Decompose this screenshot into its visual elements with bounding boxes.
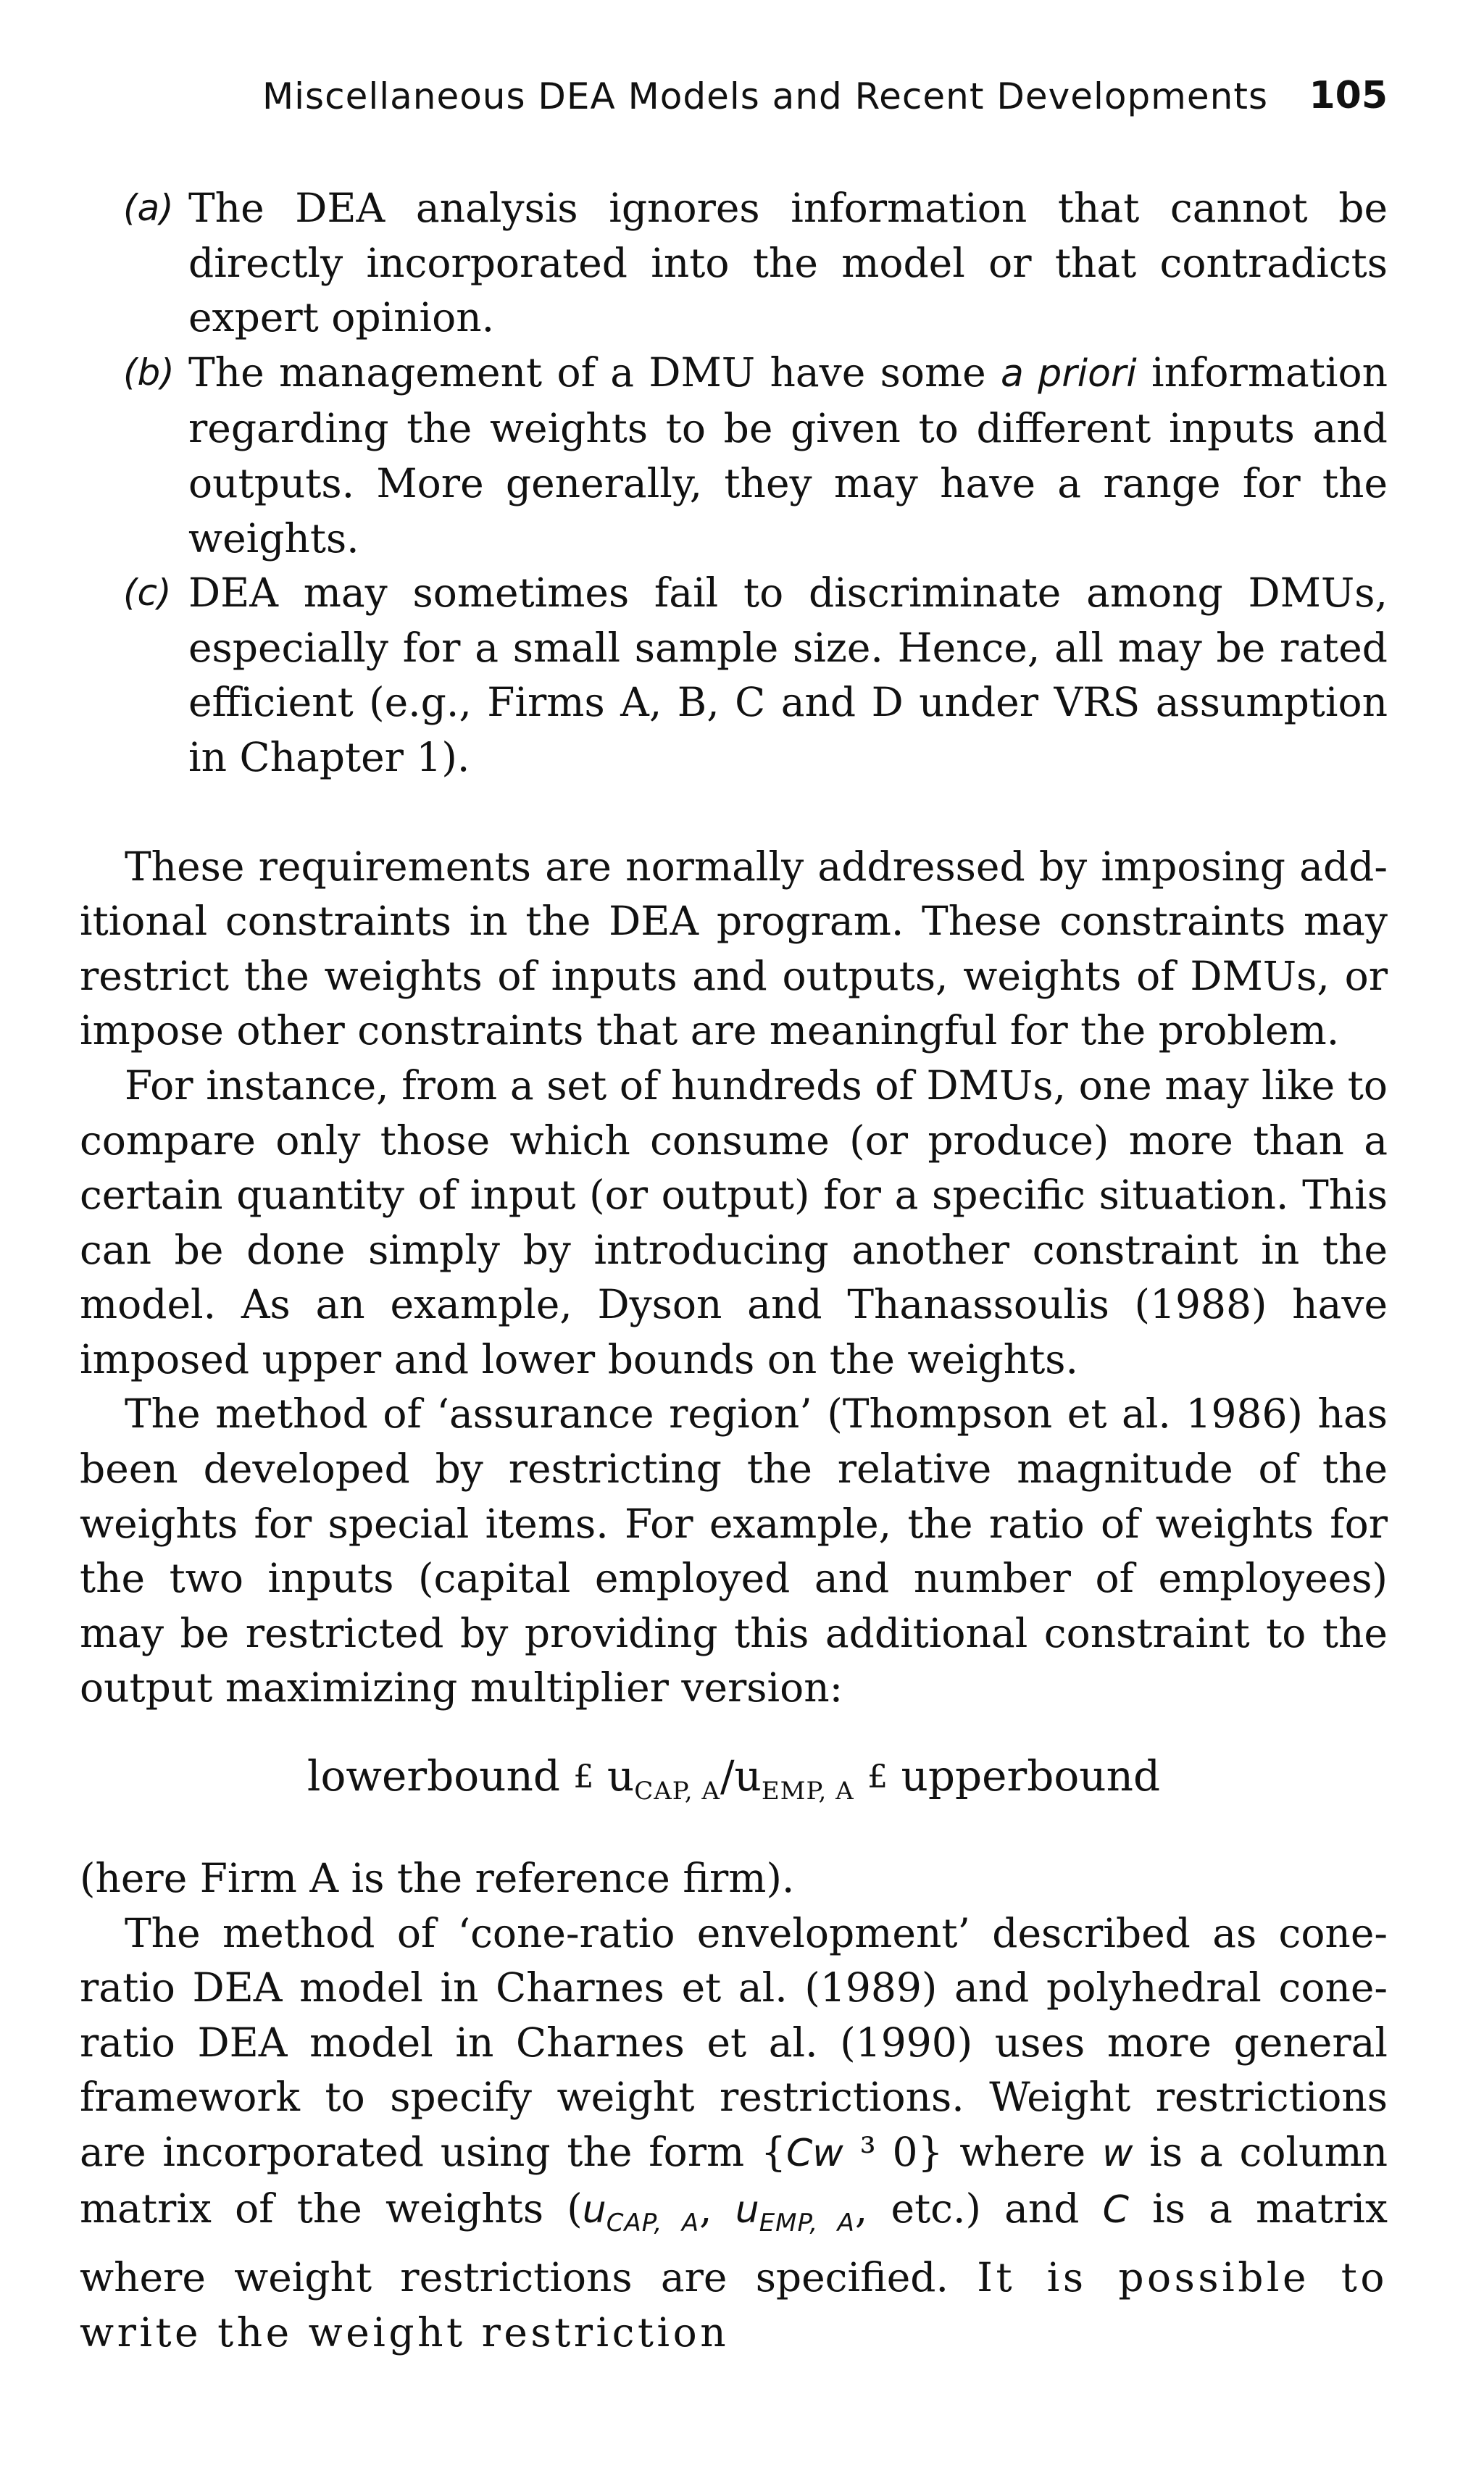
paragraph: For instance, from a set of hundreds of DMUs, one may like to compare only those which consume (or produce) more than a certain quantity of input (or output) for a specific situation. This can be done simply by introducing another constraint in the model. As an example, Dyson and Thanassoulis (1988) have imposed upper and lower bounds on the weights.: [80, 1062, 1388, 1383]
list-text: The management of a DMU have some: [188, 349, 1001, 396]
list-label: (a): [123, 187, 174, 229]
math-subscript: CAP, A: [606, 2208, 700, 2238]
list-text: information regarding the weights to be given to different inputs and outputs. More generally, they may have a range for the weights.: [188, 349, 1388, 562]
text-run: is a matrix where weight restrictions are specified.: [80, 2185, 1388, 2301]
math-w: w: [1101, 2132, 1133, 2175]
paragraph-cone-ratio: [80, 1906, 1388, 2361]
text-run: is a column matrix of the weights (: [80, 2129, 1388, 2232]
equation-u: u: [606, 1751, 635, 1801]
running-header: [80, 70, 1388, 128]
paragraph: The method of ‘assurance region’ (Thompson et al. 1986) has been developed by restricting the relative magnitude of the weights for special items. For example, the ratio of weights for the two inputs (capital employed and number of employees) may be restricted by providing this additional constraint to the output maximizing multiplier version:: [80, 1390, 1388, 1711]
equation-lower: lowerbound: [307, 1751, 560, 1801]
list-item-b: [80, 346, 1388, 566]
equation-slash: /: [720, 1751, 735, 1801]
math-u: u: [735, 2188, 759, 2232]
emphasis-a-priori: a priori: [1001, 351, 1137, 396]
equation-u: u: [734, 1751, 762, 1801]
math-u: u: [582, 2188, 606, 2232]
equation-symbol: £: [867, 1759, 888, 1796]
page-number: 105: [1309, 74, 1388, 117]
text-run: ³ 0} where: [843, 2129, 1102, 2175]
paragraph: These requirements are normally addressed by imposing additional constraints in the DEA program. These constraints may restrict the weights of inputs and outputs, weights of DMUs, or impose other constraints that are meaningful for the problem.: [80, 843, 1388, 1054]
text-run: The method of ‘cone-ratio envelopment’ described as cone-ratio DEA model in Charnes et al. (1989) and polyhedral cone-ratio DEA model in Charnes et al. (1990) uses more general framework to specify weight restrictions. Weight restrictions are incorporated using the form {: [80, 1909, 1388, 2175]
list-label: (b): [123, 351, 175, 393]
equation: [80, 1743, 1388, 1824]
list-text: The DEA analysis ignores information that cannot be directly incorporated into the model or that contradicts expert opinion.: [188, 185, 1388, 341]
math-cw: Cw: [785, 2132, 843, 2175]
list-item-a: [80, 181, 1388, 346]
math-subscript: EMP, A: [759, 2208, 855, 2238]
text-run: , etc.) and: [854, 2185, 1103, 2232]
equation-subscript: EMP, A: [761, 1777, 854, 1806]
page-body: [80, 181, 1388, 2360]
equation-subscript: CAP, A: [634, 1777, 720, 1806]
equation-symbol: £: [573, 1759, 594, 1796]
text-run: ,: [699, 2185, 735, 2232]
text-run: It is possible to write the weight restriction: [80, 2254, 1388, 2356]
running-title: Miscellaneous DEA Models and Recent Developments: [262, 75, 1268, 117]
equation-upper: upperbound: [901, 1751, 1161, 1801]
list-label: (c): [123, 572, 172, 614]
math-c: C: [1102, 2188, 1129, 2232]
list-text: DEA may sometimes fail to discriminate among DMUs, especially for a small sample size. Hence, all may be rated efficient (e.g., Firms A, B, C and D under VRS assumption in Chapter 1).: [188, 570, 1388, 780]
list-item-c: [80, 566, 1388, 785]
paragraph: (here Firm A is the reference firm).: [80, 1855, 795, 1902]
